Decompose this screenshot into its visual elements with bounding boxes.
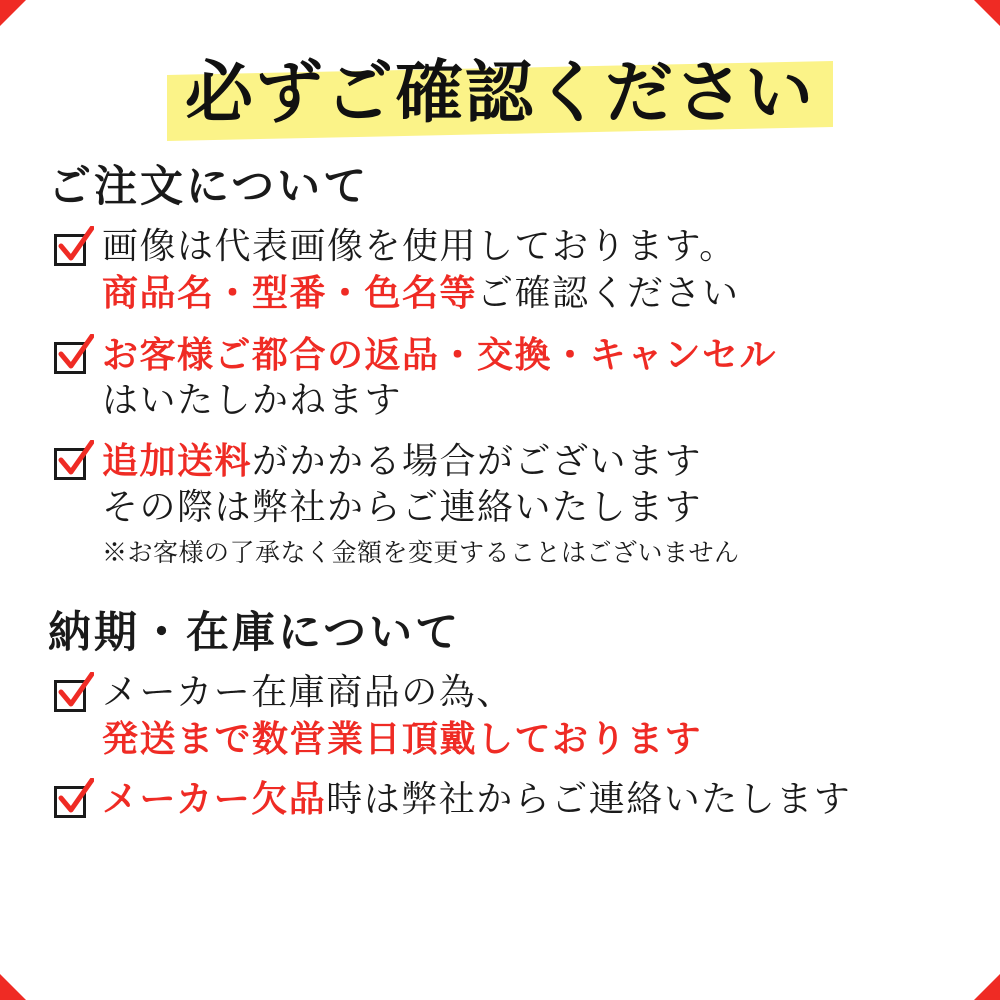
item-line-1: メーカー在庫商品の為、: [102, 671, 514, 713]
item-line-1: [102, 332, 956, 378]
checkmark-icon: [52, 444, 92, 484]
checkmark-icon: [52, 230, 92, 270]
item-line-2-plain: ご確認ください: [477, 273, 740, 315]
page-title-text: 必ずご確認ください: [184, 53, 815, 133]
page-title: [167, 54, 833, 135]
list-item: [52, 670, 956, 762]
item-line-2-red: 商品名・型番・色名等: [102, 272, 478, 315]
item-line-1-red: メーカー欠品: [102, 778, 327, 821]
item-line-2: [102, 716, 956, 762]
check-glyph: [56, 440, 94, 480]
item-line-1-red: 追加送料: [102, 439, 253, 482]
list-item-lines: [102, 670, 956, 762]
item-line-2: その際は弊社からご連絡いたします: [102, 486, 703, 528]
checkmark-icon: [52, 676, 92, 716]
list-item: [52, 332, 956, 424]
item-line-1-red: お客様ご都合の返品・交換・キャンセル: [102, 333, 778, 376]
item-note: ※お客様の了承なく金額を変更することはございません: [102, 537, 740, 567]
item-line-2: [102, 270, 956, 317]
item-line-1-plain: 時は弊社からご連絡いたします: [326, 779, 852, 821]
list-item: [52, 776, 956, 823]
list-item-lines: [102, 332, 956, 424]
checkmark-icon: [52, 782, 92, 822]
section-heading-delivery: 納期・在庫について: [48, 607, 462, 658]
checkmark-icon: [52, 338, 92, 378]
list-item-lines: [102, 438, 956, 569]
section-heading-orders: ご注文について: [48, 162, 370, 213]
check-glyph: [56, 334, 94, 374]
item-line-1-plain: がかかる場合がございます: [252, 440, 703, 482]
check-glyph: [56, 778, 94, 818]
item-line-2-red: 発送まで数営業日頂戴しております: [102, 717, 703, 760]
page-title-wrap: [44, 54, 956, 135]
list-item: [52, 438, 956, 569]
item-line-1: [102, 438, 956, 485]
list-item-lines: [102, 776, 956, 823]
check-glyph: [56, 672, 94, 712]
check-glyph: [56, 226, 94, 266]
list-item-lines: [102, 224, 956, 317]
list-item: [52, 224, 956, 317]
item-line-2: はいたしかねます: [102, 379, 403, 421]
item-line-1: [102, 776, 956, 823]
item-line-1: 画像は代表画像を使用しております。: [102, 226, 737, 268]
